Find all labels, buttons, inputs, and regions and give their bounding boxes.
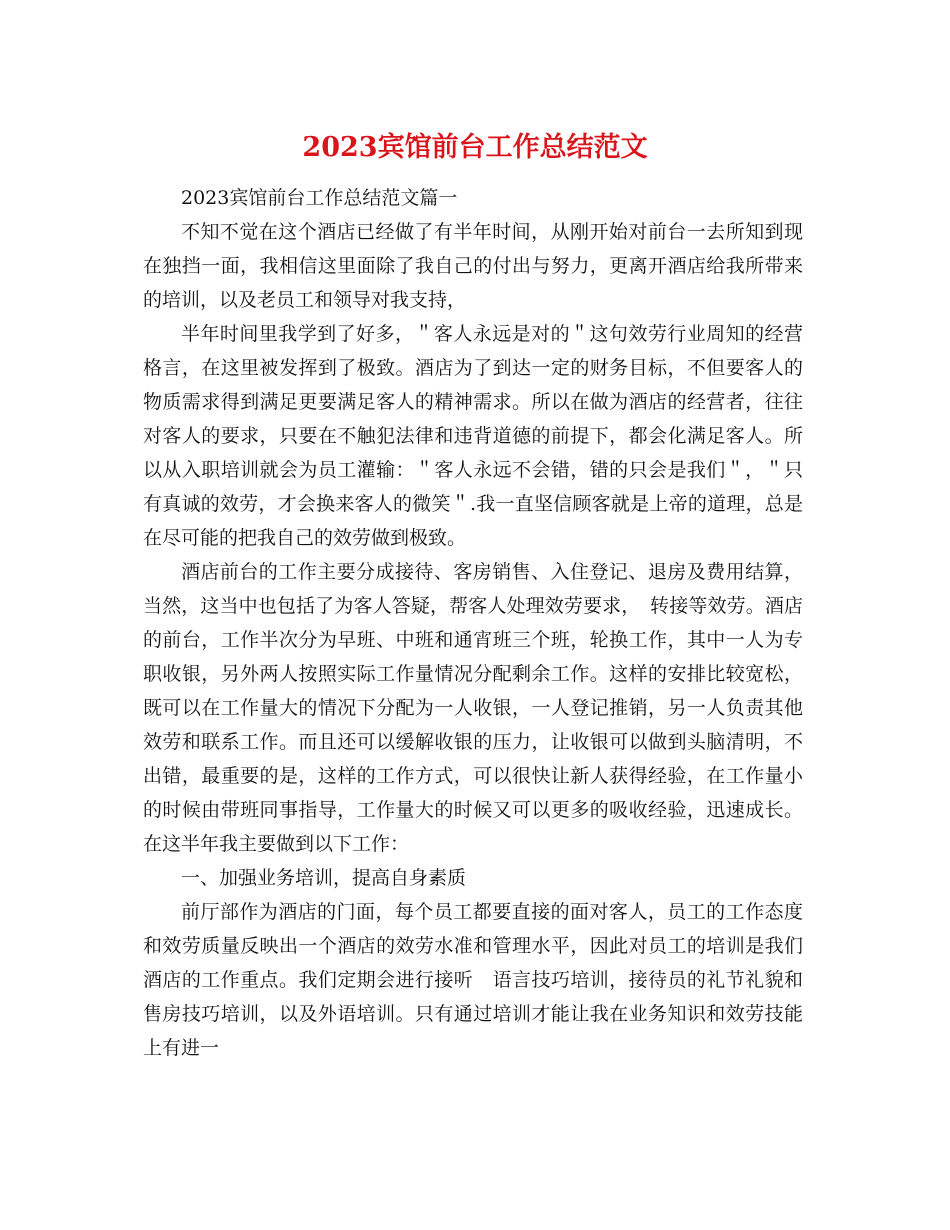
paragraph-front-desk-duties: 酒店前台的工作主要分成接待、客房销售、入住登记、退房及费用结算，当然，这当中也包括了为客人答疑，帮客人处理效劳要求， 转接等效劳。酒店的前台，工作半次分为早班、中班和通宵班三个班，轮换工作，其中一人为专职收银，另外两人按照实际工作量情况分配剩余工作。这样的安排比较宽松，既可以在工作量大的情况下分配为一人收银，一人登记推销，另一人负责其他效劳和联系工作。而且还可以缓解收银的压力，让收银可以做到头脑清明，不出错，最重要的是，这样的工作方式，可以很快让新人获得经验，在工作量小的时候由带班同事指导，工作量大的时候又可以更多的吸收经验，迅速成长。在这半年我主要做到以下工作： (143, 561, 803, 855)
paragraph-intro: 不知不觉在这个酒店已经做了有半年时间，从刚开始对前台一去所知到现在独挡一面，我相信这里面除了我自己的付出与努力，更离开酒店给我所带来的培训，以及老员工和领导对我支持， (143, 221, 803, 311)
document-body (143, 177, 803, 1065)
document-title: 2023宾馆前台工作总结范文 (302, 132, 648, 163)
paragraph-customer-first: 半年时间里我学到了好多，＂客人永远是对的＂这句效劳行业周知的经营格言，在这里被发挥到了极致。酒店为了到达一定的财务目标，不但要客人的物质需求得到满足更要满足客人的精神需求。所以在做为酒店的经营者，往往对客人的要求，只要在不触犯法律和违背道德的前提下，都会化满足客人。所以从入职培训就会为员工灌输：＂客人永远不会错，错的只会是我们＂，＂只有真诚的效劳，才会换来客人的微笑＂.我一直坚信顾客就是上帝的道理，总是在尽可能的把我自己的效劳做到极致。 (143, 323, 803, 549)
section-heading: 2023宾馆前台工作总结范文篇一 (181, 187, 458, 209)
subheading-training: 一、加强业务培训，提高自身素质 (181, 867, 467, 889)
paragraph-training: 前厅部作为酒店的门面，每个员工都要直接的面对客人，员工的工作态度和效劳质量反映出一个酒店的效劳水准和管理水平，因此对员工的培训是我们酒店的工作重点。我们定期会进行接听 语言技巧培训，接待员的礼节礼貌和售房技巧培训，以及外语培训。只有通过培训才能让我在业务知识和效劳技能上有进一 (143, 901, 803, 1059)
